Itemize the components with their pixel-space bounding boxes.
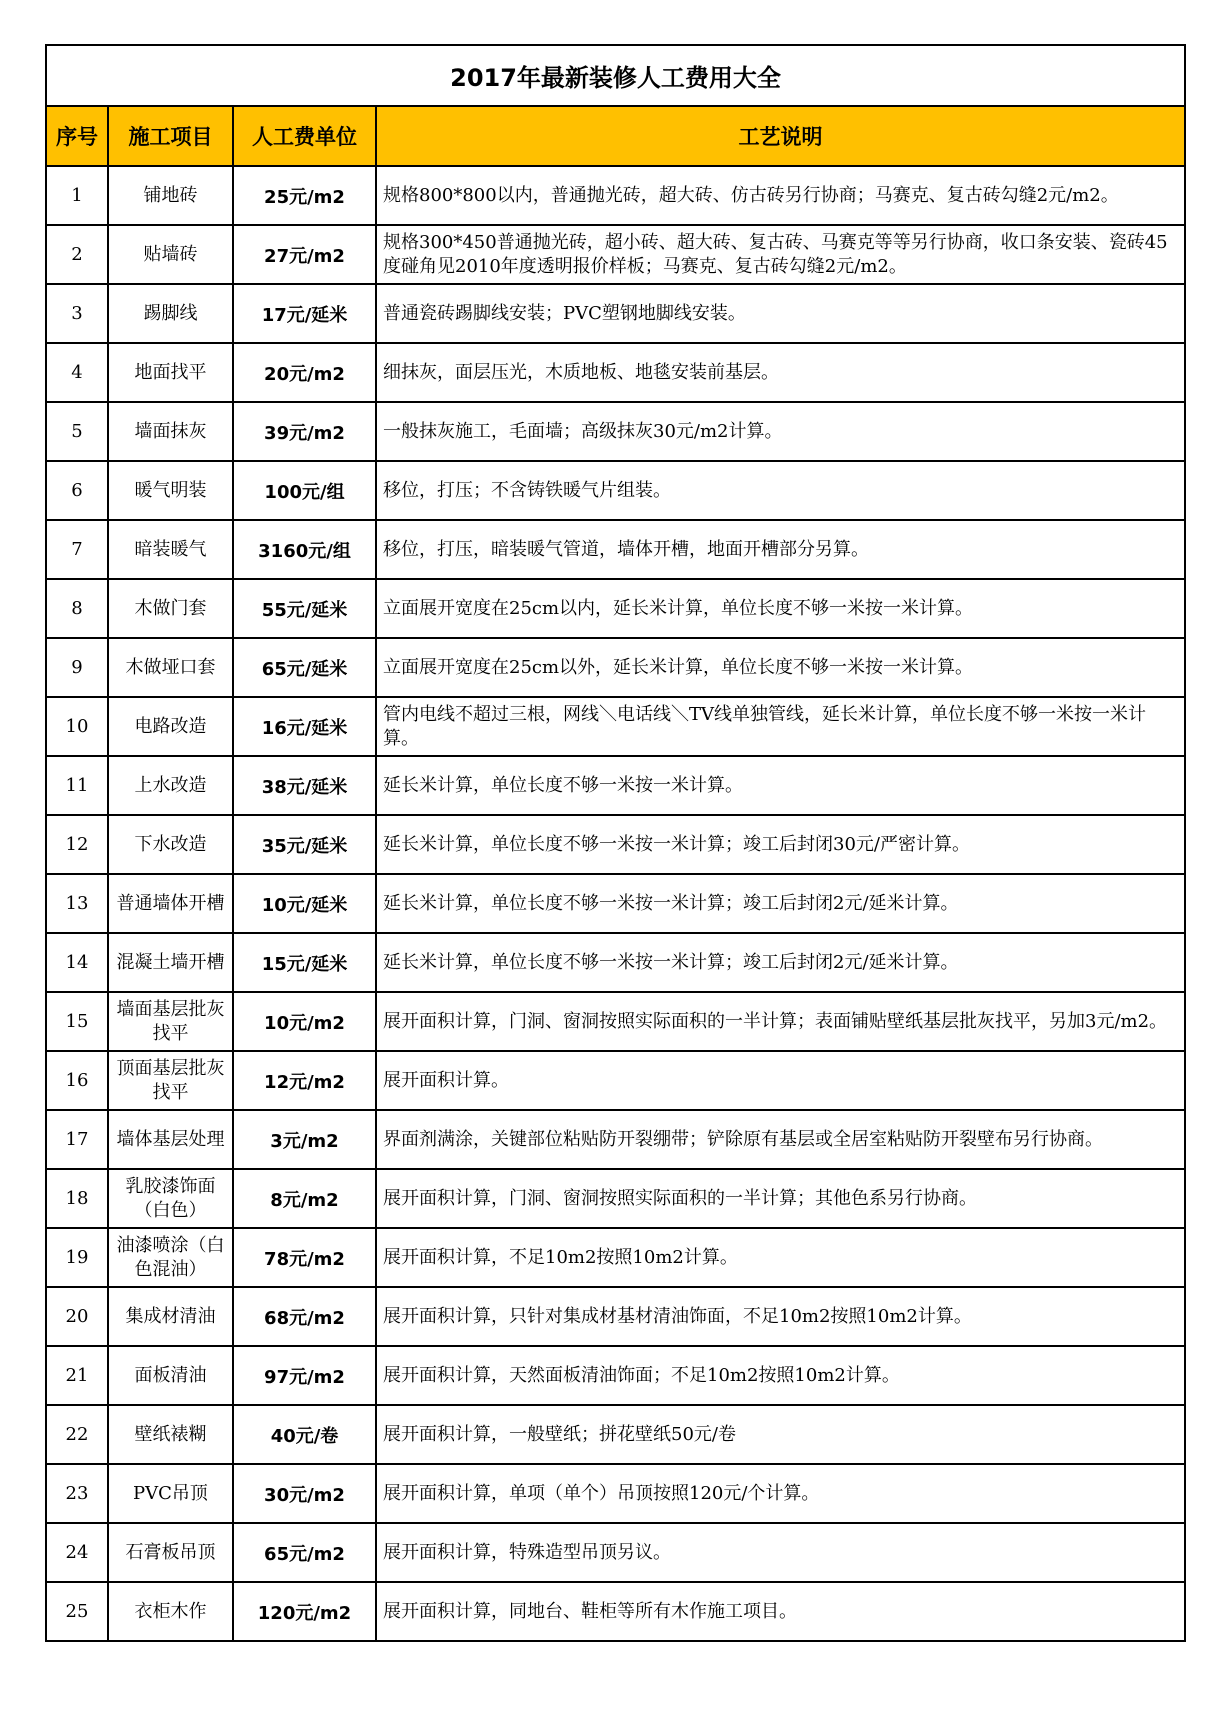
table-row	[46, 1110, 1185, 1169]
row-price: 35元/延米	[233, 815, 376, 874]
row-description: 展开面积计算，一般壁纸；拼花壁纸50元/卷	[376, 1405, 1185, 1464]
header-row	[46, 106, 1185, 166]
row-price: 17元/延米	[233, 284, 376, 343]
table-row	[46, 284, 1185, 343]
row-price: 55元/延米	[233, 579, 376, 638]
row-price: 10元/m2	[233, 992, 376, 1051]
row-item	[108, 166, 233, 225]
row-description: 普通瓷砖踢脚线安装；PVC塑钢地脚线安装。	[376, 284, 1185, 343]
row-description: 立面展开宽度在25cm以外，延长米计算，单位长度不够一米按一米计算。	[376, 638, 1185, 697]
row-item-label: 面板清油	[134, 1364, 207, 1386]
row-number: 21	[46, 1346, 108, 1405]
row-number: 11	[46, 756, 108, 815]
row-item-label: PVC吊顶	[133, 1482, 208, 1504]
table-row	[46, 579, 1185, 638]
row-item	[108, 1228, 233, 1287]
row-item-label: 踢脚线	[143, 302, 198, 324]
row-item-label: 木做门套	[134, 597, 207, 619]
row-description: 展开面积计算，单项（单个）吊顶按照120元/个计算。	[376, 1464, 1185, 1523]
row-item-label: 普通墙体开槽	[116, 892, 225, 914]
table-row	[46, 815, 1185, 874]
row-item-label: 墙面基层批灰找平	[116, 998, 225, 1044]
table-row	[46, 1228, 1185, 1287]
row-item-label: 石膏板吊顶	[125, 1541, 216, 1563]
row-item	[108, 579, 233, 638]
row-description: 延长米计算，单位长度不够一米按一米计算。	[376, 756, 1185, 815]
row-description: 界面剂满涂，关键部位粘贴防开裂绷带；铲除原有基层或全居室粘贴防开裂壁布另行协商。	[376, 1110, 1185, 1169]
row-price: 100元/组	[233, 461, 376, 520]
row-description: 延长米计算，单位长度不够一米按一米计算；竣工后封闭30元/严密计算。	[376, 815, 1185, 874]
table-row	[46, 933, 1185, 992]
row-item-label: 油漆喷涂（白色混油）	[116, 1234, 225, 1280]
row-price: 10元/延米	[233, 874, 376, 933]
row-number: 8	[46, 579, 108, 638]
table-row	[46, 461, 1185, 520]
table-row	[46, 343, 1185, 402]
table-row	[46, 874, 1185, 933]
row-price: 27元/m2	[233, 225, 376, 284]
row-number: 20	[46, 1287, 108, 1346]
row-item-label: 集成材清油	[125, 1305, 216, 1327]
row-item-label: 乳胶漆饰面（白色）	[125, 1175, 216, 1221]
row-description: 一般抹灰施工，毛面墙；高级抹灰30元/m2计算。	[376, 402, 1185, 461]
row-price: 40元/卷	[233, 1405, 376, 1464]
row-item	[108, 874, 233, 933]
row-number: 15	[46, 992, 108, 1051]
row-price: 97元/m2	[233, 1346, 376, 1405]
row-number: 10	[46, 697, 108, 756]
table-row	[46, 638, 1185, 697]
row-description: 展开面积计算，天然面板清油饰面；不足10m2按照10m2计算。	[376, 1346, 1185, 1405]
header-no: 序号	[46, 106, 108, 166]
row-description: 展开面积计算。	[376, 1051, 1185, 1110]
header-price: 人工费单位	[233, 106, 376, 166]
price-table	[45, 44, 1186, 1642]
row-item	[108, 1405, 233, 1464]
row-item	[108, 1346, 233, 1405]
header-desc: 工艺说明	[376, 106, 1185, 166]
row-description: 细抹灰，面层压光，木质地板、地毯安装前基层。	[376, 343, 1185, 402]
row-number: 2	[46, 225, 108, 284]
row-description: 移位，打压，暗装暖气管道，墙体开槽，地面开槽部分另算。	[376, 520, 1185, 579]
table-row	[46, 402, 1185, 461]
row-description: 展开面积计算，特殊造型吊顶另议。	[376, 1523, 1185, 1582]
row-price: 78元/m2	[233, 1228, 376, 1287]
row-item-label: 地面找平	[134, 361, 207, 383]
row-number: 13	[46, 874, 108, 933]
row-item	[108, 284, 233, 343]
row-item	[108, 520, 233, 579]
table-row	[46, 1582, 1185, 1641]
row-number: 5	[46, 402, 108, 461]
row-item	[108, 756, 233, 815]
table-row	[46, 1169, 1185, 1228]
table-row	[46, 1346, 1185, 1405]
row-price: 38元/延米	[233, 756, 376, 815]
table-row	[46, 225, 1185, 284]
row-item	[108, 1169, 233, 1228]
row-price: 3元/m2	[233, 1110, 376, 1169]
row-price: 30元/m2	[233, 1464, 376, 1523]
row-price: 65元/延米	[233, 638, 376, 697]
row-price: 25元/m2	[233, 166, 376, 225]
row-number: 3	[46, 284, 108, 343]
row-item-label: 暖气明装	[134, 479, 207, 501]
row-description: 展开面积计算，门洞、窗洞按照实际面积的一半计算；表面铺贴壁纸基层批灰找平，另加3元/m2。	[376, 992, 1185, 1051]
row-item	[108, 815, 233, 874]
row-price: 16元/延米	[233, 697, 376, 756]
row-number: 18	[46, 1169, 108, 1228]
row-description: 展开面积计算，门洞、窗洞按照实际面积的一半计算；其他色系另行协商。	[376, 1169, 1185, 1228]
row-price: 8元/m2	[233, 1169, 376, 1228]
row-description: 立面展开宽度在25cm以内，延长米计算，单位长度不够一米按一米计算。	[376, 579, 1185, 638]
row-item	[108, 461, 233, 520]
table-row	[46, 992, 1185, 1051]
row-number: 19	[46, 1228, 108, 1287]
row-description: 展开面积计算，只针对集成材基材清油饰面，不足10m2按照10m2计算。	[376, 1287, 1185, 1346]
row-price: 68元/m2	[233, 1287, 376, 1346]
table-row	[46, 520, 1185, 579]
row-item-label: 电路改造	[134, 715, 207, 737]
row-item-label: 混凝土墙开槽	[116, 951, 225, 973]
row-price: 12元/m2	[233, 1051, 376, 1110]
table-row	[46, 166, 1185, 225]
table-row	[46, 756, 1185, 815]
row-item-label: 下水改造	[134, 833, 207, 855]
row-item-label: 顶面基层批灰找平	[116, 1057, 225, 1103]
row-price: 20元/m2	[233, 343, 376, 402]
row-item	[108, 1110, 233, 1169]
row-item	[108, 1464, 233, 1523]
row-item	[108, 343, 233, 402]
row-item-label: 壁纸裱糊	[134, 1423, 207, 1445]
row-price: 65元/m2	[233, 1523, 376, 1582]
row-item	[108, 697, 233, 756]
row-number: 7	[46, 520, 108, 579]
row-number: 6	[46, 461, 108, 520]
row-price: 39元/m2	[233, 402, 376, 461]
row-item	[108, 402, 233, 461]
table-row	[46, 1523, 1185, 1582]
row-number: 1	[46, 166, 108, 225]
row-description: 移位，打压；不含铸铁暖气片组装。	[376, 461, 1185, 520]
row-number: 24	[46, 1523, 108, 1582]
row-price: 3160元/组	[233, 520, 376, 579]
row-number: 9	[46, 638, 108, 697]
table-title: 2017年最新装修人工费用大全	[46, 45, 1185, 106]
row-item-label: 木做垭口套	[125, 656, 216, 678]
row-description: 延长米计算，单位长度不够一米按一米计算；竣工后封闭2元/延米计算。	[376, 933, 1185, 992]
row-item-label: 墙面抹灰	[134, 420, 207, 442]
row-description: 展开面积计算，不足10m2按照10m2计算。	[376, 1228, 1185, 1287]
row-number: 16	[46, 1051, 108, 1110]
row-number: 17	[46, 1110, 108, 1169]
row-price: 120元/m2	[233, 1582, 376, 1641]
row-item-label: 墙体基层处理	[116, 1128, 225, 1150]
row-item	[108, 1523, 233, 1582]
header-item: 施工项目	[108, 106, 233, 166]
row-item	[108, 1051, 233, 1110]
row-item	[108, 1582, 233, 1641]
row-item	[108, 992, 233, 1051]
row-item-label: 暗装暖气	[134, 538, 207, 560]
row-price: 15元/延米	[233, 933, 376, 992]
table-row	[46, 1464, 1185, 1523]
row-item-label: 贴墙砖	[143, 243, 198, 265]
row-item	[108, 638, 233, 697]
table-row	[46, 1287, 1185, 1346]
row-description: 延长米计算，单位长度不够一米按一米计算；竣工后封闭2元/延米计算。	[376, 874, 1185, 933]
row-item	[108, 225, 233, 284]
row-description: 管内电线不超过三根，网线＼电话线＼TV线单独管线，延长米计算，单位长度不够一米按一米计算。	[376, 697, 1185, 756]
row-number: 25	[46, 1582, 108, 1641]
row-description: 规格300*450普通抛光砖，超小砖、超大砖、复古砖、马赛克等等另行协商，收口条安装、瓷砖45度碰角见2010年度透明报价样板；马赛克、复古砖勾缝2元/m2。	[376, 225, 1185, 284]
row-item	[108, 933, 233, 992]
row-item-label: 衣柜木作	[134, 1600, 207, 1622]
row-description: 展开面积计算，同地台、鞋柜等所有木作施工项目。	[376, 1582, 1185, 1641]
row-number: 12	[46, 815, 108, 874]
row-number: 22	[46, 1405, 108, 1464]
table-row	[46, 1405, 1185, 1464]
row-number: 23	[46, 1464, 108, 1523]
table-row	[46, 1051, 1185, 1110]
row-number: 4	[46, 343, 108, 402]
table-row	[46, 697, 1185, 756]
row-item	[108, 1287, 233, 1346]
row-number: 14	[46, 933, 108, 992]
row-item-label: 铺地砖	[143, 184, 198, 206]
table-body	[46, 166, 1185, 1641]
row-description: 规格800*800以内，普通抛光砖，超大砖、仿古砖另行协商；马赛克、复古砖勾缝2元/m2。	[376, 166, 1185, 225]
row-item-label: 上水改造	[134, 774, 207, 796]
